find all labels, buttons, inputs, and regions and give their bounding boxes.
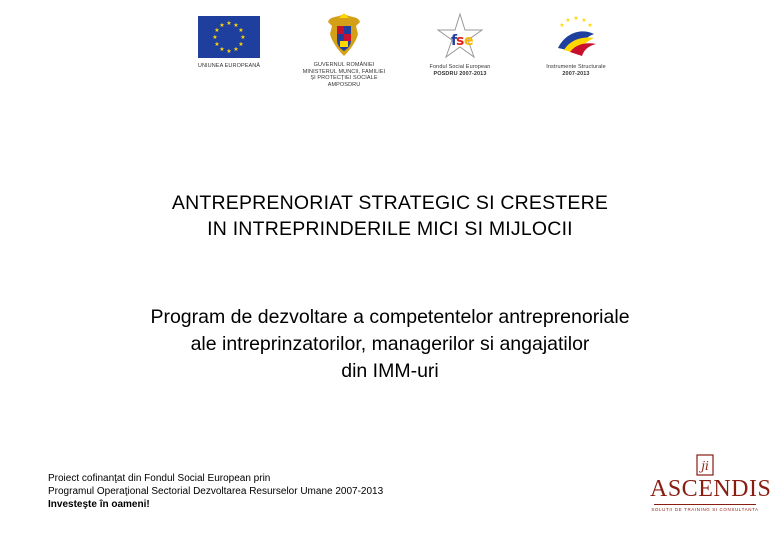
eu-logo-caption: UNIUNEA EUROPEANĂ [197,63,261,69]
slide-subtitle-line-3: din IMM-uri [341,360,439,382]
svg-text:★: ★ [233,22,239,29]
svg-text:★: ★ [219,22,225,29]
ascendis-divider [654,504,756,505]
svg-text:★: ★ [240,34,246,41]
footer-slogan: Investeşte în oameni! [48,499,150,510]
instrumente-structurale-logo [540,12,612,77]
slide-subtitle-line-1: Program de dezvoltare a competentelor antreprenoriale [150,306,630,328]
svg-text:★: ★ [565,17,571,24]
slide-title-line-1: ANTREPRENORIAT STRATEGIC SI CRESTERE [171,192,609,214]
eu-flag-icon [198,16,260,58]
instrumente-caption-line-1: Instrumente Structurale [546,64,606,70]
svg-text:★: ★ [587,22,593,29]
fse-caption-line-1: Fondul Social European [429,64,491,70]
government-caption-line-4: AMPOSDRU [327,81,361,88]
svg-text:★: ★ [226,20,232,27]
fse-logo [424,12,496,77]
svg-text:s: s [456,33,465,49]
svg-text:★: ★ [581,17,587,24]
government-caption-line-3: ȘI PROTECȚIEI SOCIALE [310,75,378,81]
svg-text:ji: ji [701,459,709,473]
structural-instruments-icon [550,12,602,62]
footer-line-2: Programul Operaţional Sectorial Dezvoltarea Resurselor Umane 2007-2013 [48,486,384,497]
svg-text:★: ★ [233,46,239,53]
romanian-coat-of-arms-icon [324,12,364,58]
government-logo [302,12,386,88]
ascendis-name: ASCENDIS [650,476,772,502]
svg-text:★: ★ [212,34,218,41]
ascendis-tagline: SOLUTII DE TRAINING SI CONSULTANTA [651,507,759,512]
svg-text:★: ★ [573,15,579,22]
slide-title-line-2: IN INTREPRINDERILE MICI SI MIJLOCII [207,218,573,240]
government-caption-line-2: MINISTERUL MUNCII, FAMILIEI [302,68,386,75]
svg-text:★: ★ [214,41,220,48]
ascendis-logo [650,454,772,512]
slide-title [60,190,720,242]
slide-subtitle-line-2: ale intreprinzatorilor, managerilor si angajatilor [190,333,590,355]
government-caption-line-1: GUVERNUL ROMÂNIEI [313,62,375,68]
eu-logo [196,16,262,70]
fse-star-icon [434,12,486,62]
svg-text:★: ★ [226,48,232,55]
slide-subtitle [40,304,740,385]
cofinancing-footer [48,472,383,511]
svg-text:e: e [464,33,474,49]
svg-text:★: ★ [238,41,244,48]
svg-text:★: ★ [559,22,565,29]
fse-caption-line-2: POSDRU 2007-2013 [433,70,487,77]
ascendis-emblem-icon [695,454,715,476]
svg-text:★: ★ [214,27,220,34]
footer-line-1: Proiect cofinanţat din Fondul Social European prin [48,473,271,484]
instrumente-caption-line-2: 2007-2013 [562,70,590,77]
svg-text:★: ★ [238,27,244,34]
svg-text:★: ★ [219,46,225,53]
svg-text:f: f [451,33,458,49]
